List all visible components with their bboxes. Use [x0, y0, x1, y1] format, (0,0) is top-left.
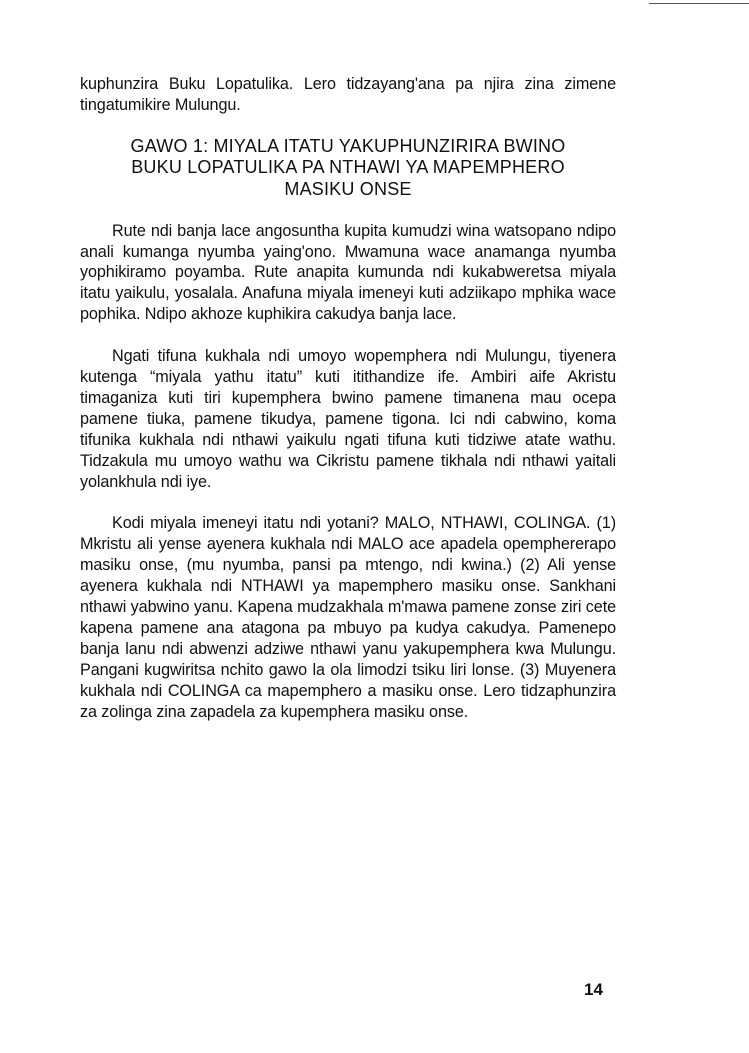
body-paragraph-1: Rute ndi banja lace angosuntha kupita kumudzi wina watsopano ndipo anali kumanga nyumba yaing'ono. Mwamuna wace anamanga nyumba yophikiramo poyamba. Rute anapita kumunda ndi kukabweretsa miyala itatu yaikulu, yosalala. Anafuna miyala imeneyi kuti adziikapo mphika wace pophika. Ndipo akhoze kuphikira cakudya banja lace.: [80, 221, 616, 324]
intro-paragraph: kuphunzira Buku Lopatulika. Lero tidzayang'ana pa njira zina zimene tingatumikire Mulungu.: [80, 75, 616, 114]
heading-line-3: MASIKU ONSE: [284, 179, 412, 199]
body-paragraph-3: Kodi miyala imeneyi itatu ndi yotani? MALO, NTHAWI, COLINGA. (1) Mkristu ali yense ayenera kukhala ndi MALO ace apadela opemphererapo masiku onse, (mu nyumba, pansi pa mtengo, ndi kwina.) (2) Ali yense ayenera kukhala ndi NTHAWI ya mapemphero masiku onse. Sankhani nthawi yabwino yanu. Kapena mudzakhala m'mawa pamene zonse ziri cete kapena pamene ana atagona pa mbuyo pa kudya cakudya. Pamenepo banja lanu ndi abwenzi adziwe nthawi yanu yakupemphera kwa Mulungu. Pangani kugwiritsa nchito gawo la ola limodzi tsiku liri lonse. (3) Muyenera kukhala ndi COLINGA ca mapemphero a masiku onse. Lero tidzaphunzira za zolinga zina zapadela za kupemphera masiku onse.: [80, 514, 616, 721]
heading-line-1: GAWO 1: MIYALA ITATU YAKUPHUNZIRIRA BWINO: [130, 135, 566, 156]
spacer: [80, 116, 616, 136]
section-heading: [80, 136, 616, 201]
heading-line-2: BUKU LOPATULIKA PA NTHAWI YA MAPEMPHERO: [131, 157, 565, 178]
spacer: [80, 201, 616, 221]
top-edge-rule: [649, 3, 749, 4]
page-body: [80, 74, 616, 723]
body-paragraph-2: Ngati tifuna kukhala ndi umoyo wopemphera ndi Mulungu, tiyenera kutenga “miyala yathu itatu” kuti itithandize ife. Ambiri aife Akristu timaganiza kuti tiri kupemphera bwino pamene timanena mau ocepa pamene tiuka, pamene tikudya, pamene tigona. Ici ndi cabwino, koma tifunika kukhala ndi nthawi yaikulu ngati tifuna kuti tidziwe atate wathu. Tidzakula mu umoyo wathu wa Cikristu pamene tikhala ndi nthawi yaitali yolankhula ndi iye.: [80, 347, 616, 491]
spacer: [80, 325, 616, 346]
page-number: 14: [584, 980, 603, 999]
spacer: [80, 492, 616, 513]
